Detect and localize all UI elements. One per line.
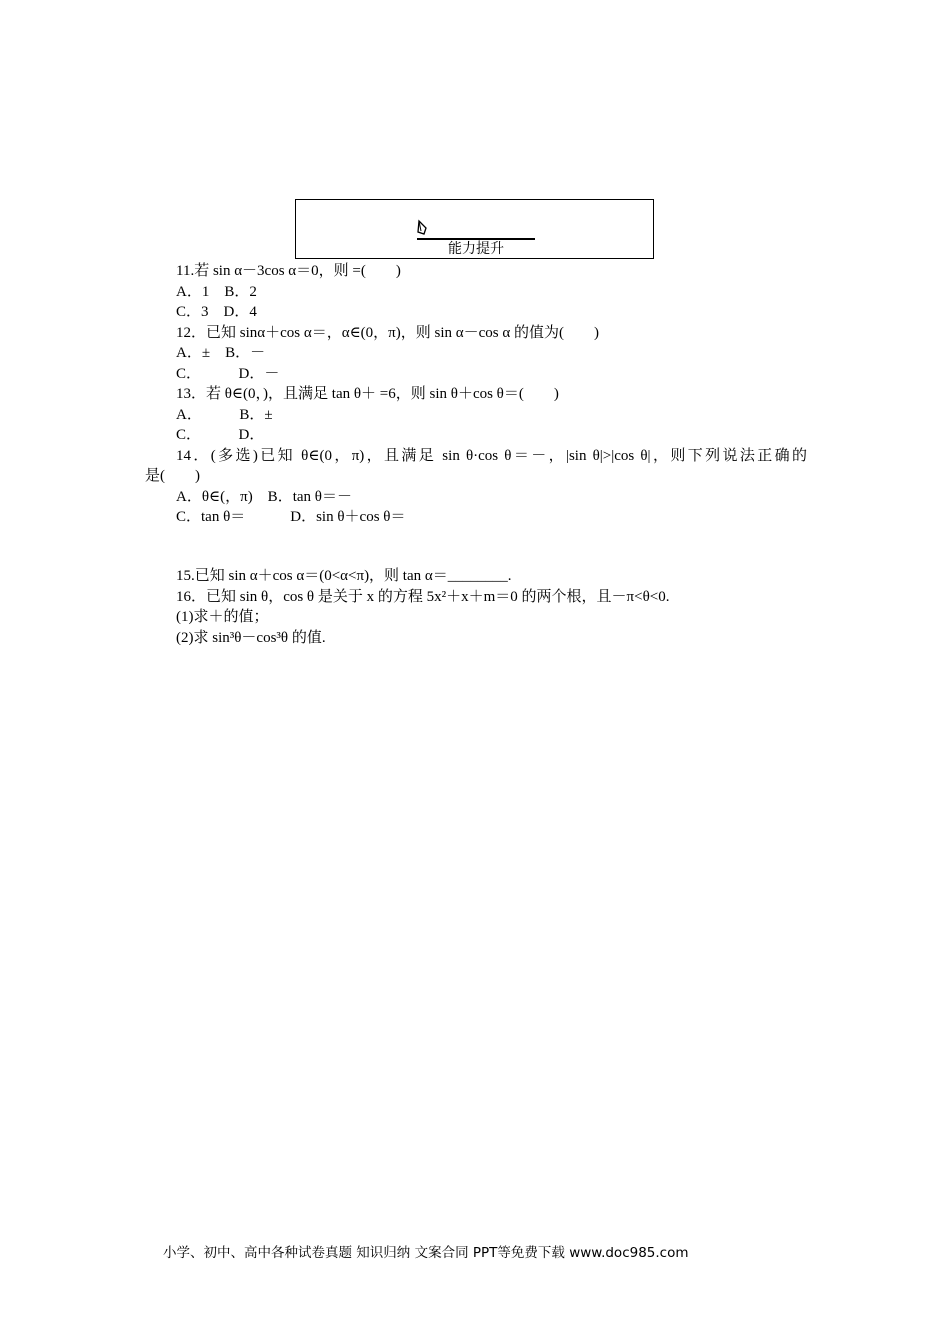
problem-12-options-ab: A．± B．－ bbox=[176, 345, 266, 361]
problem-13-options-ab: A． B．± bbox=[176, 407, 273, 423]
problem-16-part-1: (1)求＋的值； bbox=[176, 609, 269, 625]
problem-11-options-ab: A．1 B．2 bbox=[176, 284, 257, 300]
problem-12: 12．已知 sinα＋cos α＝，α∈(0，π)，则 sin α－cos α 的值为( ) bbox=[176, 325, 599, 341]
problem-14-options-cd: C．tan θ＝ D．sin θ＋cos θ＝ bbox=[176, 509, 406, 525]
footer-banner: 小学、初中、高中各种试卷真题 知识归纳 文案合同 PPT等免费下载 www.doc985.com bbox=[163, 1245, 689, 1261]
section-title: 能力提升 bbox=[448, 241, 504, 257]
problem-15: 15.已知 sin α＋cos α＝(0<α<π)，则 tan α＝________. bbox=[176, 568, 512, 584]
problem-13-options-cd: C． D． bbox=[176, 427, 265, 443]
section-header-box bbox=[295, 199, 654, 259]
problem-14: 14．(多选)已知 θ∈(0，π)，且满足 sin θ·cos θ＝－，|sin θ|>|cos θ|，则下列说法正确的 bbox=[176, 448, 807, 464]
pen-icon bbox=[416, 219, 432, 237]
problem-14-continuation: 是( ) bbox=[145, 468, 200, 484]
problem-16: 16．已知 sin θ，cos θ 是关于 x 的方程 5x²＋x＋m＝0 的两个根，且－π<θ<0. bbox=[176, 589, 670, 605]
header-rule bbox=[417, 238, 535, 240]
problem-13: 13．若 θ∈(0，)，且满足 tan θ＋ =6，则 sin θ＋cos θ＝( ) bbox=[176, 386, 559, 402]
problem-16-part-2: (2)求 sin³θ－cos³θ 的值. bbox=[176, 630, 326, 646]
problem-11: 11.若 sin α－3cos α＝0，则 =( ) bbox=[176, 263, 401, 279]
problem-14-options-ab: A．θ∈(，π) B．tan θ＝－ bbox=[176, 489, 352, 505]
problem-12-options-cd: C． D．－ bbox=[176, 366, 280, 382]
problem-11-options-cd: C．3 D．4 bbox=[176, 304, 257, 320]
